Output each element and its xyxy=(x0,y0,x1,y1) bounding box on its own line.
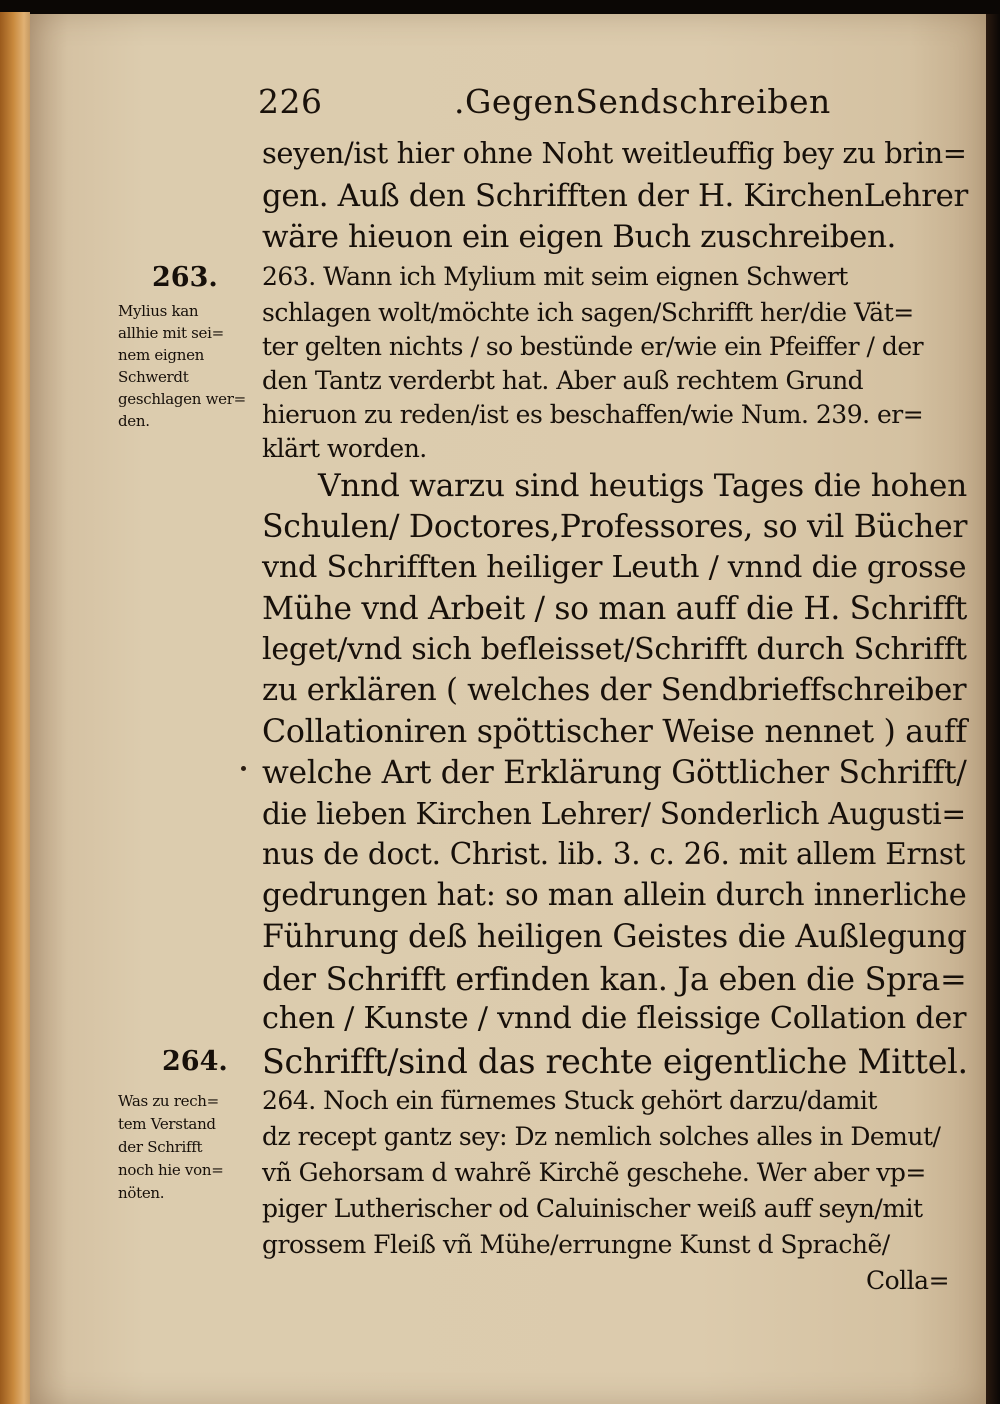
text-line: vñ Gehorsam d wahrẽ Kirchẽ geschehe. Wer aber vp= xyxy=(262,1158,926,1187)
margin-note-line: geschlagen wer= xyxy=(118,390,246,408)
margin-note-line: Mylius kan xyxy=(118,302,199,320)
text-line: dz recept gantz sey: Dz nemlich solches alles in Demut/ xyxy=(262,1122,941,1151)
text-line: 264. Noch ein fürnemes Stuck gehört darzu/damit xyxy=(262,1086,877,1115)
text-line: zu erklären ( welches der Sendbrieffschreiber xyxy=(262,673,967,708)
text-line: Schulen/ Doctores,Professores, so vil Bücher xyxy=(262,509,968,545)
book-edge xyxy=(0,12,30,1404)
text-line: Collationiren spöttischer Weise nennet ) auff xyxy=(262,714,967,750)
page-shadow-edge xyxy=(986,14,1000,1404)
text-line: seyen/ist hier ohne Noht weitleuffig bey zu brin= xyxy=(262,136,967,170)
text-line: piger Lutherischer od Caluinischer weiß auff seyn/mit xyxy=(262,1194,923,1223)
text-line: chen / Kunste / vnnd die fleissige Collation der xyxy=(262,1001,967,1036)
running-title: .GegenSendschreiben xyxy=(454,82,831,121)
text-line: die lieben Kirchen Lehrer/ Sonderlich Augusti= xyxy=(262,796,966,831)
margin-note-number: 264. xyxy=(162,1046,228,1077)
text-line: 263. Wann ich Mylium mit seim eignen Schwert xyxy=(262,262,848,291)
margin-note-line: den. xyxy=(118,412,150,430)
margin-note-line: noch hie von= xyxy=(118,1161,224,1179)
text-line: welche Art der Erklärung Göttlicher Schrifft/ xyxy=(262,755,967,791)
margin-note-line: nem eignen xyxy=(118,346,205,364)
text-line: Vnnd warzu sind heutigs Tages die hohen xyxy=(318,468,967,504)
margin-note-line: tem Verstand xyxy=(118,1115,216,1133)
text-line: ter gelten nichts / so bestünde er/wie ein Pfeiffer / der xyxy=(262,332,924,361)
text-line: der Schrifft erfinden kan. Ja eben die Spra= xyxy=(262,960,967,998)
page-number: 226 xyxy=(258,82,323,121)
text-line: gen. Auß den Schrifften der H. KirchenLehrer xyxy=(262,178,968,214)
margin-note-number: 263. xyxy=(152,262,218,293)
margin-note-line: Was zu rech= xyxy=(118,1092,219,1110)
text-line: gedrungen hat: so man allein durch innerliche xyxy=(262,878,967,913)
text-line: Schrifft/sind das rechte eigentliche Mittel. xyxy=(262,1042,968,1081)
text-line: schlagen wolt/möchte ich sagen/Schrifft her/die Vät= xyxy=(262,298,914,327)
text-line: den Tantz verderbt hat. Aber auß rechtem Grund xyxy=(262,366,864,395)
text-line: Mühe vnd Arbeit / so man auff die H. Schrifft xyxy=(262,591,968,627)
text-line: wäre hieuon ein eigen Buch zuschreiben. xyxy=(262,219,897,255)
text-line: hieruon zu reden/ist es beschaffen/wie Num. 239. er= xyxy=(262,400,924,429)
margin-note-line: nöten. xyxy=(118,1184,165,1202)
margin-note-line: Schwerdt xyxy=(118,368,189,386)
catchword: Colla= xyxy=(866,1266,950,1295)
margin-note-line: der Schrifft xyxy=(118,1138,203,1156)
margin-note-line: allhie mit sei= xyxy=(118,324,224,342)
text-line: klärt worden. xyxy=(262,434,427,463)
ink-speck xyxy=(241,766,246,771)
text-line: leget/vnd sich befleisset/Schrifft durch Schrifft xyxy=(262,632,967,667)
text-line: grossem Fleiß vñ Mühe/errungne Kunst d Sprachẽ/ xyxy=(262,1230,890,1259)
text-line: Führung deß heiligen Geistes die Außlegung xyxy=(262,919,967,955)
text-line: vnd Schrifften heiliger Leuth / vnnd die grosse xyxy=(262,550,967,585)
text-line: nus de doct. Christ. lib. 3. c. 26. mit allem Ernst xyxy=(262,837,966,871)
